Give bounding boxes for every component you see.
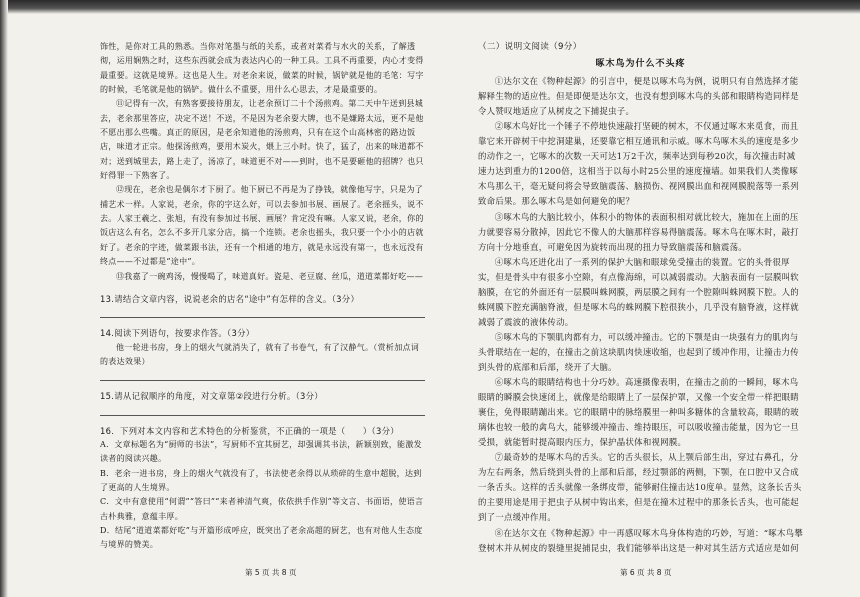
- question-14: 14.阅读下列语句，按要求作答。（3分）: [100, 328, 255, 339]
- option-b: B．老余一进书房，身上的烟火气就没有了，书法使老余得以从琐碎的生意中超脱，达到了更高的人生境界。: [100, 468, 422, 492]
- question-15: 15.请从记叙顺序的角度，对文章第②段进行分析。（3分）: [100, 391, 323, 402]
- page-footer-left: 第 5 页 共 8 页: [245, 568, 297, 577]
- left-page: [100, 40, 425, 553]
- paragraph: ②啄木鸟好比一个锤子不停地快速敲打坚硬的树木，不仅通过啄木来觅食，而且靠它来开辟树干中挖洞建巢，还要靠它相互通讯和示威。啄木鸟啄木头的速度是多少的动作之一，它啄木的次数一天可达1万2千次，频率达到每秒20次，每次撞击时减速力达到重力的1200倍，这相当于以每小时25公里的速度撞墙。如果我们人类像啄木鸟那么干，毫无疑问将会导致脑震荡、脑损伤、视网膜出血和视网膜脱落等一系列致命后果。那么啄木鸟是如何避免的呢？: [478, 121, 799, 207]
- right-page: [478, 40, 803, 556]
- paragraph: ④啄木鸟还进化出了一系列的保护大脑和眼球免受撞击的装置。它的头骨很厚实，但是骨头中有很多小空隙，有点像海绵，可以减弱震动。大脑表面有一层膜叫软脑膜，在它的外面还有一层膜叫蛛网膜，两层膜之间有一个腔隙叫蛛网膜下腔。人的蛛网膜下腔充满脑脊液，但是啄木鸟的蛛网膜下腔很狭小，几乎没有脑脊液，这样就减弱了震波的液体传动。: [478, 256, 799, 327]
- paragraph: ⑥啄木鸟的眼睛结构也十分巧妙。高速摄像表明，在撞击之前的一瞬间，啄木鸟眼睛的瞬膜会快速闭上，就像是给眼睛上了一层保护罩，又像一个安全带一样把眼睛裹住，免得眼睛蹦出来。它的眼睛中的脉络膜里一种叫多糖体的含量较高，眼睛的玻璃体也较一般的禽鸟大，能够缓冲撞击、维持眼压，可以吸收撞击能量，因为它一旦受损，就能暂时提高眼内压力，保护晶状体和视网膜。: [478, 377, 799, 448]
- scan-edge-shadow-top: [0, 0, 860, 14]
- paragraph: ⑧在达尔文在《物种起源》中一再感叹啄木鸟身体构造的巧妙，写道：“啄木鸟攀登树木并从树皮的裂缝里捉捕昆虫，我们能够举出这是一种对其生活方式适应是如何: [478, 527, 804, 553]
- scan-edge-shadow-left: [0, 0, 8, 597]
- paragraph: ⑪记得有一次，有熟客要接待朋友，让老余预订二十个汤煎鸡。第二天中午送到县城去，老余那里答应，决定不送！不送，不是因为老余耍大牌，也不是嫌路太远，更不是他不愿出那么些嘴。真正的原因，是老余知道他的汤煎鸡，只有在这个山高林密的路边饭店，味道才正宗。他探汤煎鸡，要用木炭火，煨上三小时。快了，猛了，出来的味道都不对；送到城里去，路上走了，汤凉了，味道更不对——到时，也不是要砸他的招牌？也只好得罪一下熟客了。: [100, 99, 424, 181]
- paragraph: ⑬我嘉了一碗鸡汤，慢慢喝了，味道真好。瓷是、老豆腐、丝瓜，道道菜都好吃——: [116, 271, 424, 281]
- question-14-quote: 他一轮进书房，身上的烟火气就消失了，就有了书卷气，有了汉静气。（赏析加点词的表达效果）: [100, 342, 420, 366]
- option-c: C．文中有意使用“何谓”“答曰”“来者神清气爽，依依拱手作别”等文言、书面语，使语言古朴典雅，意蕴丰厚。: [100, 497, 424, 521]
- answer-line: [100, 415, 425, 416]
- option-d: D．结尾“道道菜都好吃”与开篇形成呼应，既突出了老余高超的厨艺，也有对他人生态度与境界的赞美。: [100, 525, 423, 550]
- section-heading: （二）说明文阅读（9分）: [478, 42, 582, 52]
- paragraph: ③啄木鸟的大脑比较小，体积小的物体的表面积相对就比较大，施加在上面的压力就要容易分散掉，因此它不像人的大脑那样容易得脑震荡。啄木鸟在啄木时，敲打方向十分地垂直，可避免因为旋转而出现的扭力导致脑震荡和脑震荡。: [478, 211, 799, 252]
- paragraph: ⑦最奇妙的是啄木鸟的舌头。它的舌头很长，从上颚后部生出，穿过右鼻孔，分为左右两条，然后绕到头骨的上部和后部，经过颚部的两侧，下颚，在口腔中又合成一条舌头。这样的舌头就像一条绑皮带，能够耐住撞击达10度单。显然，这条长舌头的主要用途是用于把虫子从树中钩出来，但是在撞木过程中的那条长舌头，也可能起到了一点缓冲作用。: [478, 452, 802, 523]
- paragraph: ①达尔文在《物种起源》的引言中，便是以啄木鸟为例，说明只有自然选择才能解释生物的适应性。但是即便是达尔文，也没有想到啄木鸟的头部和眼睛构造同样是令人赞叹地适应了从树皮之下捕捉虫子。: [478, 76, 799, 117]
- answer-line: [100, 380, 425, 381]
- answer-line: [100, 317, 425, 318]
- paragraph: 饰性，是你对工具的熟悉。当你对笔墨与纸的关系，或者对菜肴与水火的关系，了解透彻，运用娴熟之时，这些东西就会成为表达内心的一种工具。工具不再重要，内心才变得最重要。这就是境界。这也是人生。对老余来说，做菜的时候，锅铲就是他的毛笔：写字的时候，毛笔就是他的锅铲。做什么不重要，用什么心思去，才是最重要的。: [100, 42, 424, 95]
- paragraph: ⑫现在，老余也是偶尔才下厨了。他下厨已不再是为了挣钱，就像他写字，只是为了捕艺术一样。人家说，老余，你的字这么好，可以去参加书展、画展了。老余摇头，说不去。人家王羲之、张旭，有没有参加过书展、画展？肯定没有嘛。人家又说，老余，你的饭店这么有名，怎么不多开几家分店，搞一个连锁。老余也摇头，我只要一个小小的店就好了。老余的字迹，做菜跟书法，还有一个相通的地方，就是永远没有第一，也永远没有终点——不过都是“途中”。: [100, 185, 424, 267]
- question-16: 16．下列对本文内容和艺术特色的分析鉴赏，不正确的一项是（ ）（3分）: [100, 425, 399, 436]
- article-title: 啄木鸟为什么不头疼: [595, 59, 686, 70]
- page-footer-right: 第 6 页 共 8 页: [620, 568, 672, 577]
- question-13: 13.请结合文章内容，说说老余的店名“途中”有怎样的含义。（3分）: [100, 293, 360, 304]
- option-a: A．文章标题名为“厨师的书法”，写厨师不宜其厨艺，却强调其书法，新颖别致，能激发读者的阅读兴趣。: [100, 439, 422, 464]
- paragraph: ⑤啄木鸟的下颚肌肉都有力，可以缓冲撞击。它的下颚是由一块强有力的肌肉与头骨联结在一起的，在撞击之前这块肌肉快速收缩，也起到了缓冲作用，让撞击力传到头骨的底部和后部，绕开了大脑。: [478, 331, 799, 372]
